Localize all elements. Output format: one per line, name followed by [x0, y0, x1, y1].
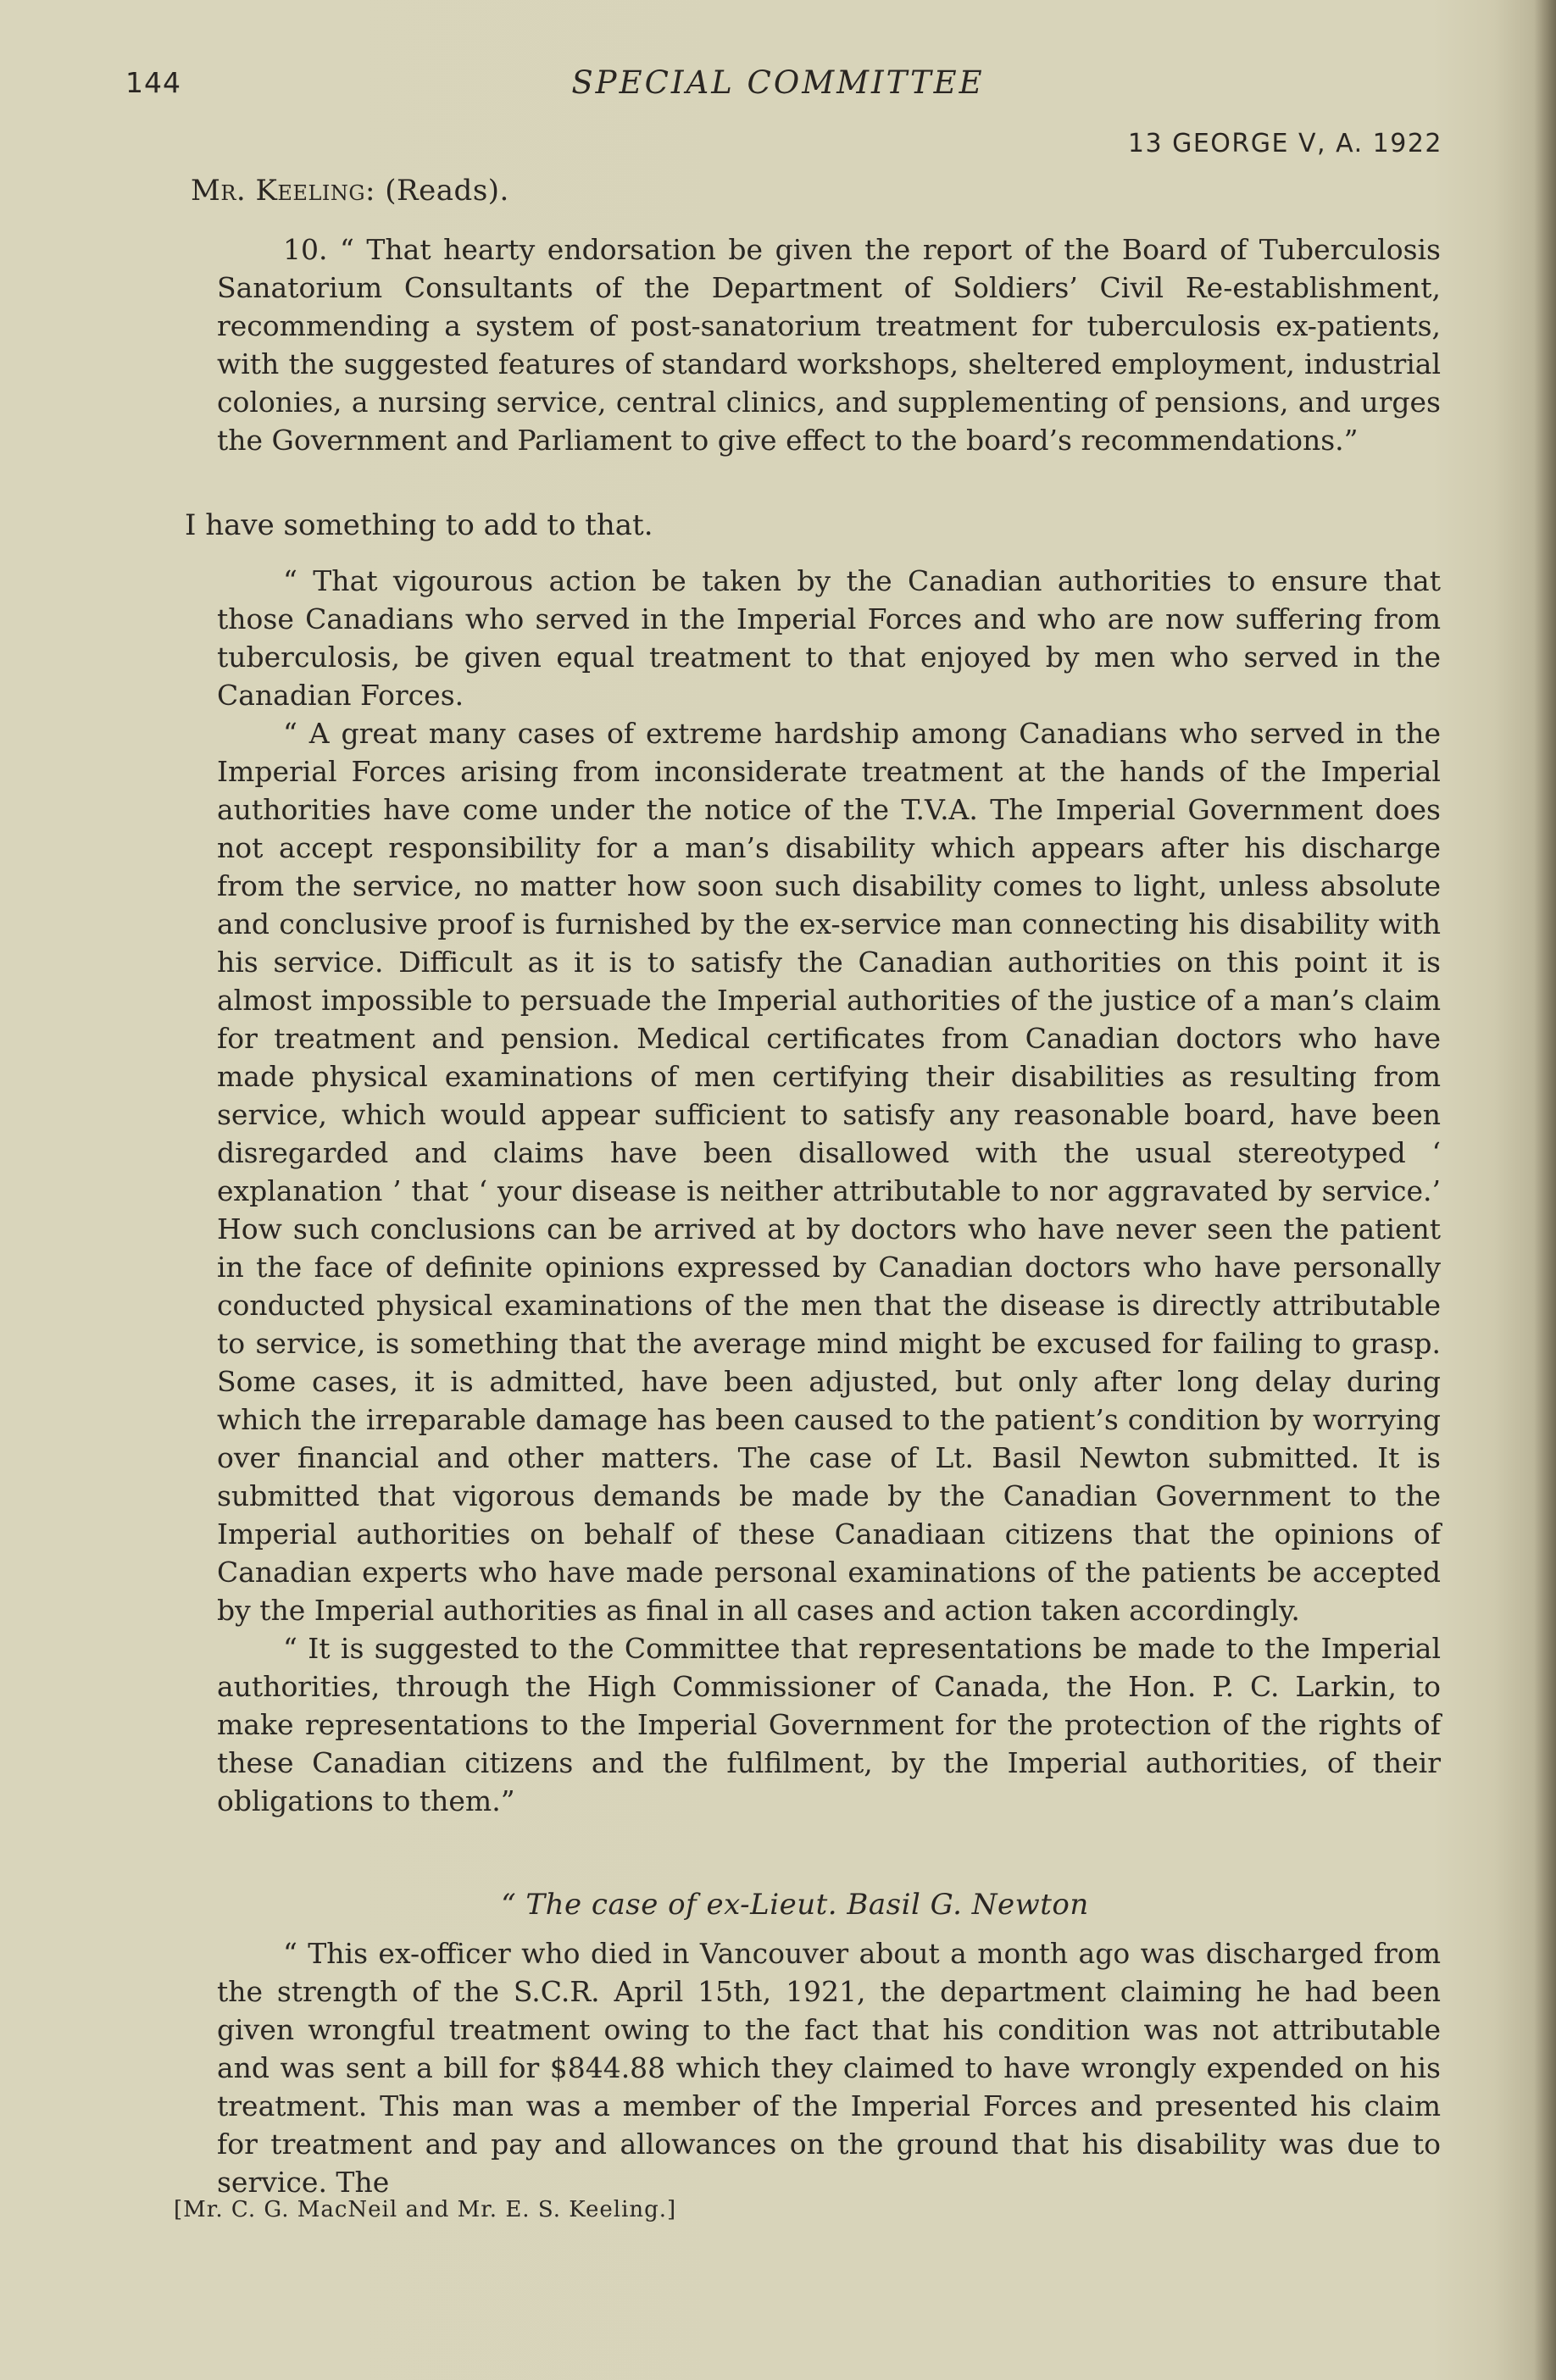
paragraph: 10. “ That hearty endorsation be given the report of the Board of Tuberculosis Sanatorium Consultants of the Department of Soldiers’ Civil Re-establishment, recommending a system of post-sanatorium treatment for tuberculosis ex-patients, with the suggested features of standard workshops, sheltered employment, industrial colonies, a nursing service, central clinics, and supplementing of pensions, and urges the Government and Parliament to give effect to the board’s recommendations.” — [217, 233, 1441, 457]
speaker-action: : (Reads). — [365, 174, 509, 208]
case-description — [217, 1934, 1441, 2201]
witness-footer: [Mr. C. G. MacNeil and Mr. E. S. Keeling.] — [174, 2197, 677, 2222]
speaker-line — [191, 174, 509, 208]
quoted-resolution-imperial — [217, 562, 1441, 1820]
quoted-resolution-10 — [217, 230, 1441, 459]
paragraph: “ This ex-officer who died in Vancouver about a month ago was discharged from the strength of the S.C.R. April 15th, 1921, the department claiming he had been given wrongful treatment owing to the fact that his condition was not attributable and was sent a bill for $844.88 which they claimed to have wrongly expended on his treatment. This man was a member of the Imperial Forces and presented his claim for treatment and pay and allowances on the ground that his disability was due to service. The — [217, 1937, 1441, 2199]
page-spine-shadow — [1534, 0, 1556, 2380]
speaker-name: Mr. Keeling — [191, 174, 366, 208]
paragraph: “ A great many cases of extreme hardship among Canadians who served in the Imperial Forces arising from inconsiderate treatment at the hands of the Imperial authorities have come under the notice of the T.V.A. The Imperial Government does not accept responsibility for a man’s disability which appears after his discharge from the service, no matter how soon such disability comes to light, unless absolute and conclusive proof is furnished by the ex-service man connecting his disability with his service. Difficult as it is to satisfy the Canadian authorities on this point it is almost impossible to persuade the Imperial authorities of the justice of a man’s claim for treatment and pension. Medical certificates from Canadian doctors who have made physical examinations of men certifying their disabilities as resulting from service, which would appear sufficient to satisfy any reasonable board, have been disregarded and claims have been disallowed with the usual stereotyped ‘ explanation ’ that ‘ your disease is neither attributable to nor aggravated by service.’ How such conclusions can be arrived at by doctors who have never seen the patient in the face of definite opinions expressed by Canadian doctors who have personally conducted physical examinations of the men that the disease is directly attributable to service, is something that the average mind might be excused for failing to grasp. Some cases, it is admitted, have been adjusted, but only after long delay during which the irreparable damage has been caused to the patient’s condition by worrying over financial and other matters. The case of Lt. Basil Newton submitted. It is submitted that vigorous demands be made by the Canadian Government to the Imperial authorities on behalf of these Canadiaan citizens that the opinions of Canadian experts who have made personal examinations of the patients be accepted by the Imperial authorities as final in all cases and action taken accordingly. — [217, 717, 1441, 1627]
page-number: 144 — [125, 66, 181, 99]
paragraph: “ That vigourous action be taken by the Canadian authorities to ensure that those Canadians who served in the Imperial Forces and who are now suffering from tuberculosis, be given equal treatment to that enjoyed by men who served in the Canadian Forces. — [217, 564, 1441, 712]
speaker-aside: I have something to add to that. — [185, 508, 653, 542]
running-title: SPECIAL COMMITTEE — [571, 64, 985, 101]
paragraph: “ It is suggested to the Committee that representations be made to the Imperial authorities, through the High Commissioner of Canada, the Hon. P. C. Larkin, to make representations to the Imperial Government for the protection of the rights of these Canadian citizens and the fulfilment, by the Imperial authorities, of their obligations to them.” — [217, 1632, 1441, 1817]
session-reference: 13 GEORGE V, A. 1922 — [1127, 129, 1442, 158]
case-heading: “ The case of ex-Lieut. Basil G. Newton — [501, 1888, 1089, 1922]
